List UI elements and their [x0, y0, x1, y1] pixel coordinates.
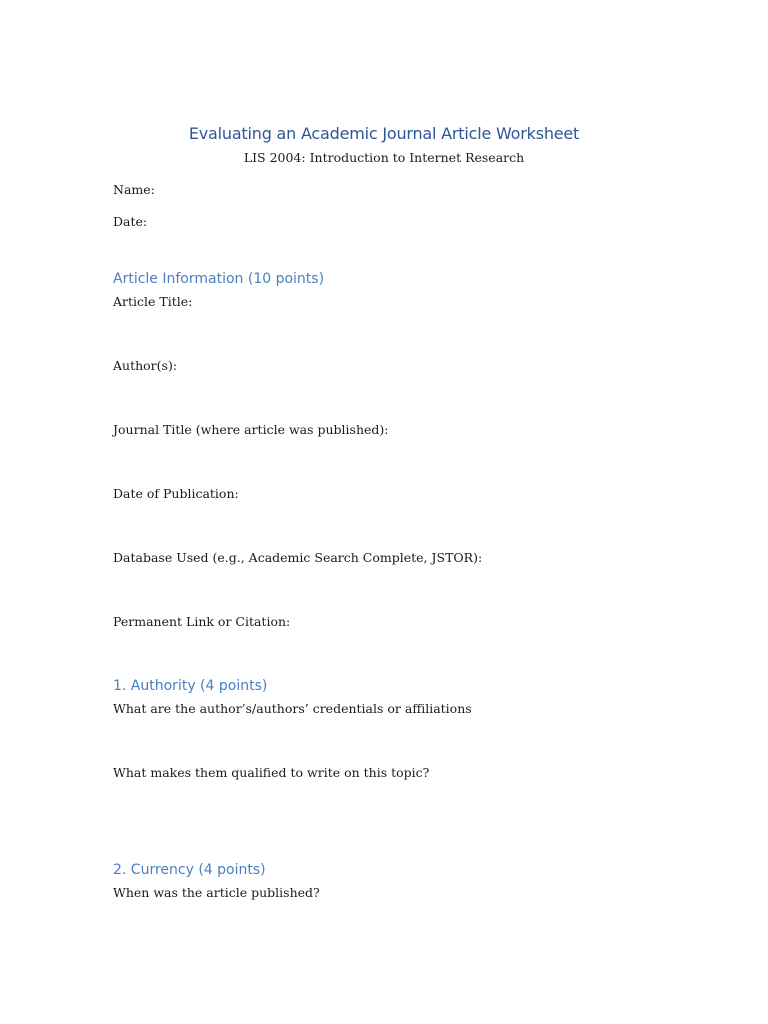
authority-question-qualified: What makes them qualified to write on this topic? [113, 765, 430, 780]
article-title-label: Article Title: [113, 294, 193, 309]
authors-label: Author(s): [113, 358, 178, 373]
date-field-label: Date: [113, 214, 148, 229]
name-field-label: Name: [113, 182, 155, 197]
authority-question-credentials: What are the author’s/authors’ credentials or affiliations [113, 701, 472, 716]
authority-heading: 1. Authority (4 points) [113, 678, 268, 694]
date-of-publication-label: Date of Publication: [113, 486, 239, 501]
permanent-link-label: Permanent Link or Citation: [113, 614, 291, 629]
course-subtitle: LIS 2004: Introduction to Internet Research [243, 150, 525, 165]
journal-title-label: Journal Title (where article was published): [113, 422, 389, 437]
article-information-heading: Article Information (10 points) [113, 271, 325, 287]
worksheet-title: Evaluating an Academic Journal Article Worksheet [188, 124, 580, 143]
database-used-label: Database Used (e.g., Academic Search Complete, JSTOR): [113, 550, 483, 565]
currency-question-published: When was the article published? [113, 885, 320, 900]
currency-heading: 2. Currency (4 points) [113, 862, 266, 878]
